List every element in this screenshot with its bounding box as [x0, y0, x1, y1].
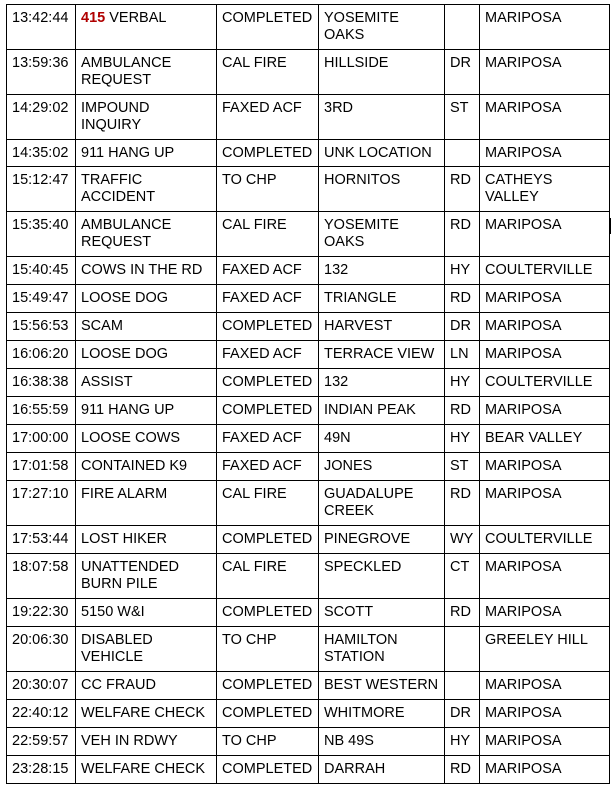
- table-row: [7, 369, 610, 397]
- city-cell: MARIPOSA: [480, 397, 610, 425]
- street-suffix-cell: RD: [445, 756, 480, 784]
- time-cell: 16:55:59: [7, 397, 76, 425]
- street-cell: YOSEMITE OAKS: [319, 212, 445, 257]
- table-row: [7, 167, 610, 212]
- call-type-cell: LOOSE COWS: [76, 425, 217, 453]
- status-cell: FAXED ACF: [217, 285, 319, 313]
- street-suffix-cell: CT: [445, 554, 480, 599]
- table-row: [7, 5, 610, 50]
- street-suffix-cell: RD: [445, 481, 480, 526]
- time-cell: 15:12:47: [7, 167, 76, 212]
- status-cell: TO CHP: [217, 728, 319, 756]
- city-cell: COULTERVILLE: [480, 257, 610, 285]
- street-suffix-cell: HY: [445, 728, 480, 756]
- table-row: [7, 554, 610, 599]
- call-log-body: [7, 5, 610, 784]
- city-cell: GREELEY HILL: [480, 627, 610, 672]
- call-type-cell: DISABLED VEHICLE: [76, 627, 217, 672]
- street-suffix-cell: RD: [445, 397, 480, 425]
- street-suffix-cell: HY: [445, 425, 480, 453]
- call-type-cell: 911 HANG UP: [76, 397, 217, 425]
- street-cell: YOSEMITE OAKS: [319, 5, 445, 50]
- status-cell: FAXED ACF: [217, 257, 319, 285]
- call-type-cell: IMPOUND INQUIRY: [76, 95, 217, 140]
- street-suffix-cell: DR: [445, 50, 480, 95]
- street-suffix-cell: HY: [445, 369, 480, 397]
- table-row: [7, 425, 610, 453]
- city-cell: MARIPOSA: [480, 599, 610, 627]
- city-cell: BEAR VALLEY: [480, 425, 610, 453]
- status-cell: COMPLETED: [217, 672, 319, 700]
- call-type-cell: AMBULANCE REQUEST: [76, 50, 217, 95]
- street-cell: TRIANGLE: [319, 285, 445, 313]
- time-cell: 18:07:58: [7, 554, 76, 599]
- time-cell: 14:35:02: [7, 140, 76, 167]
- street-suffix-cell: RD: [445, 599, 480, 627]
- table-row: [7, 285, 610, 313]
- street-cell: HORNITOS: [319, 167, 445, 212]
- street-cell: UNK LOCATION: [319, 140, 445, 167]
- call-type-cell: UNATTENDED BURN PILE: [76, 554, 217, 599]
- city-cell: MARIPOSA: [480, 700, 610, 728]
- call-type-cell: LOST HIKER: [76, 526, 217, 554]
- city-cell: MARIPOSA: [480, 554, 610, 599]
- street-cell: DARRAH: [319, 756, 445, 784]
- city-cell: MARIPOSA: [480, 140, 610, 167]
- city-cell: MARIPOSA: [480, 453, 610, 481]
- street-suffix-cell: ST: [445, 453, 480, 481]
- street-cell: INDIAN PEAK: [319, 397, 445, 425]
- time-cell: 19:22:30: [7, 599, 76, 627]
- street-suffix-cell: DR: [445, 700, 480, 728]
- street-suffix-cell: [445, 672, 480, 700]
- call-type-cell: SCAM: [76, 313, 217, 341]
- street-cell: 49N: [319, 425, 445, 453]
- city-cell: CATHEYS VALLEY: [480, 167, 610, 212]
- status-cell: CAL FIRE: [217, 554, 319, 599]
- table-row: [7, 95, 610, 140]
- street-cell: TERRACE VIEW: [319, 341, 445, 369]
- call-type-cell: LOOSE DOG: [76, 341, 217, 369]
- street-cell: SCOTT: [319, 599, 445, 627]
- street-cell: 3RD: [319, 95, 445, 140]
- status-cell: TO CHP: [217, 167, 319, 212]
- street-suffix-cell: ST: [445, 95, 480, 140]
- status-cell: FAXED ACF: [217, 95, 319, 140]
- street-cell: 132: [319, 369, 445, 397]
- table-row: [7, 526, 610, 554]
- table-row: [7, 481, 610, 526]
- street-cell: HILLSIDE: [319, 50, 445, 95]
- time-cell: 15:56:53: [7, 313, 76, 341]
- time-cell: 17:27:10: [7, 481, 76, 526]
- street-suffix-cell: [445, 5, 480, 50]
- street-suffix-cell: RD: [445, 167, 480, 212]
- street-suffix-cell: WY: [445, 526, 480, 554]
- status-cell: CAL FIRE: [217, 50, 319, 95]
- city-cell: MARIPOSA: [480, 756, 610, 784]
- call-type-cell: TRAFFIC ACCIDENT: [76, 167, 217, 212]
- time-cell: 14:29:02: [7, 95, 76, 140]
- time-cell: 20:06:30: [7, 627, 76, 672]
- city-cell: MARIPOSA: [480, 481, 610, 526]
- call-type-label: VERBAL: [105, 10, 167, 26]
- street-cell: HARVEST: [319, 313, 445, 341]
- street-suffix-cell: LN: [445, 341, 480, 369]
- time-cell: 16:38:38: [7, 369, 76, 397]
- status-cell: COMPLETED: [217, 700, 319, 728]
- table-row: [7, 313, 610, 341]
- penal-code: 415: [81, 10, 106, 26]
- status-cell: TO CHP: [217, 627, 319, 672]
- status-cell: CAL FIRE: [217, 212, 319, 257]
- status-cell: COMPLETED: [217, 313, 319, 341]
- call-log-table: [6, 4, 610, 784]
- time-cell: 15:35:40: [7, 212, 76, 257]
- street-cell: PINEGROVE: [319, 526, 445, 554]
- time-cell: 17:00:00: [7, 425, 76, 453]
- street-suffix-cell: [445, 140, 480, 167]
- city-cell: MARIPOSA: [480, 728, 610, 756]
- table-row: [7, 397, 610, 425]
- city-cell: MARIPOSA: [480, 672, 610, 700]
- status-cell: FAXED ACF: [217, 341, 319, 369]
- street-suffix-cell: DR: [445, 313, 480, 341]
- time-cell: 22:59:57: [7, 728, 76, 756]
- street-suffix-cell: RD: [445, 212, 480, 257]
- city-cell: MARIPOSA: [480, 50, 610, 95]
- table-row: [7, 756, 610, 784]
- call-type-cell: CONTAINED K9: [76, 453, 217, 481]
- call-type-cell: AMBULANCE REQUEST: [76, 212, 217, 257]
- call-type-cell: COWS IN THE RD: [76, 257, 217, 285]
- street-cell: NB 49S: [319, 728, 445, 756]
- city-cell: MARIPOSA: [480, 341, 610, 369]
- table-row: [7, 50, 610, 95]
- time-cell: 23:28:15: [7, 756, 76, 784]
- status-cell: COMPLETED: [217, 5, 319, 50]
- status-cell: COMPLETED: [217, 526, 319, 554]
- table-row: [7, 627, 610, 672]
- page-edge-mark: [610, 218, 611, 234]
- street-cell: WHITMORE: [319, 700, 445, 728]
- call-type-cell: FIRE ALARM: [76, 481, 217, 526]
- time-cell: 13:59:36: [7, 50, 76, 95]
- status-cell: COMPLETED: [217, 599, 319, 627]
- status-cell: CAL FIRE: [217, 481, 319, 526]
- status-cell: COMPLETED: [217, 140, 319, 167]
- city-cell: MARIPOSA: [480, 313, 610, 341]
- street-suffix-cell: RD: [445, 285, 480, 313]
- table-row: [7, 140, 610, 167]
- status-cell: COMPLETED: [217, 756, 319, 784]
- call-type-cell: 911 HANG UP: [76, 140, 217, 167]
- time-cell: 15:49:47: [7, 285, 76, 313]
- call-type-cell: WELFARE CHECK: [76, 700, 217, 728]
- time-cell: 17:01:58: [7, 453, 76, 481]
- street-cell: SPECKLED: [319, 554, 445, 599]
- time-cell: 22:40:12: [7, 700, 76, 728]
- call-type-cell: CC FRAUD: [76, 672, 217, 700]
- street-suffix-cell: [445, 627, 480, 672]
- status-cell: FAXED ACF: [217, 453, 319, 481]
- street-cell: GUADALUPE CREEK: [319, 481, 445, 526]
- time-cell: 17:53:44: [7, 526, 76, 554]
- status-cell: COMPLETED: [217, 369, 319, 397]
- street-cell: JONES: [319, 453, 445, 481]
- street-suffix-cell: HY: [445, 257, 480, 285]
- table-row: [7, 212, 610, 257]
- city-cell: COULTERVILLE: [480, 526, 610, 554]
- status-cell: FAXED ACF: [217, 425, 319, 453]
- table-row: [7, 700, 610, 728]
- time-cell: 16:06:20: [7, 341, 76, 369]
- table-row: [7, 453, 610, 481]
- city-cell: COULTERVILLE: [480, 369, 610, 397]
- call-type-cell: 5150 W&I: [76, 599, 217, 627]
- street-cell: HAMILTON STATION: [319, 627, 445, 672]
- table-row: [7, 341, 610, 369]
- call-type-cell: WELFARE CHECK: [76, 756, 217, 784]
- street-cell: BEST WESTERN: [319, 672, 445, 700]
- city-cell: MARIPOSA: [480, 95, 610, 140]
- table-row: [7, 728, 610, 756]
- city-cell: MARIPOSA: [480, 5, 610, 50]
- city-cell: MARIPOSA: [480, 285, 610, 313]
- table-row: [7, 257, 610, 285]
- time-cell: 15:40:45: [7, 257, 76, 285]
- call-type-cell: ASSIST: [76, 369, 217, 397]
- table-row: [7, 672, 610, 700]
- call-type-cell: LOOSE DOG: [76, 285, 217, 313]
- street-cell: 132: [319, 257, 445, 285]
- time-cell: 20:30:07: [7, 672, 76, 700]
- table-row: [7, 599, 610, 627]
- time-cell: 13:42:44: [7, 5, 76, 50]
- call-type-cell: [76, 5, 217, 50]
- call-type-cell: VEH IN RDWY: [76, 728, 217, 756]
- city-cell: MARIPOSA: [480, 212, 610, 257]
- status-cell: COMPLETED: [217, 397, 319, 425]
